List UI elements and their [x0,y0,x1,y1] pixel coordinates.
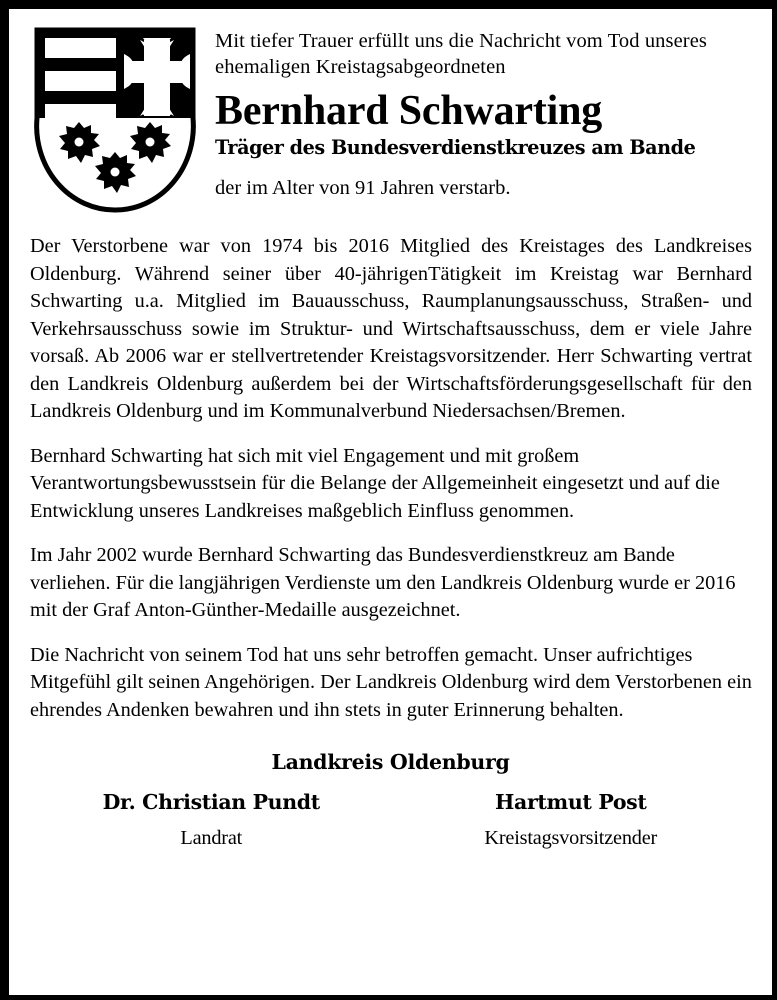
signer-landrat [30,790,391,850]
honour-subtitle: Träger des Bundesverdienstkreuzes am Bande [215,136,696,160]
body-paragraph-2: Bernhard Schwarting hat sich mit viel Engagement und mit großem Verantwortungsbewusstsein für die Belange der Allgemeinheit eingesetzt und auf die Entwicklung unseres Landkreises maßgeblich Einfluss genommen. [30,444,720,522]
organisation-name: Landkreis Oldenburg [271,750,510,774]
age-of-death-line: der im Alter von 91 Jahren verstarb. [215,177,511,200]
signer-row [30,790,751,850]
body-paragraph-4: Die Nachricht von seinem Tod hat uns sehr betroffen gemacht. Unser aufrichtiges Mitgefühl gilt seinen Angehörigen. Der Landkreis Oldenburg wird dem Verstorbenen ein ehrendes Andenken bewahren und ihn stets in guter Erinnerung behalten. [30,643,752,721]
notice-body [21,233,760,724]
coat-of-arms-icon [31,26,199,214]
deceased-name: Bernhard Schwarting [215,88,603,135]
signer-role: Landrat [180,826,243,849]
header-text-block [215,24,760,201]
signer-name: Hartmut Post [495,790,647,814]
condolence-intro: Mit tiefer Trauer erfüllt uns die Nachricht vom Tod unseres ehemaligen Kreistagsabgeordneten [215,30,707,79]
signer-name: Dr. Christian Pundt [102,790,320,814]
signature-block [21,750,760,850]
crest-container [31,24,199,214]
signer-role: Kreistagsvorsitzender [484,826,658,849]
signer-kreistagsvorsitzender [391,790,752,850]
body-paragraph-3: Im Jahr 2002 wurde Bernhard Schwarting das Bundesverdienstkreuz am Bande verliehen. Für die langjährigen Verdienste um den Landkreis Oldenburg wurde er 2016 mit der Graf Anton-Günther-Medaille ausgezeichnet. [30,544,736,621]
notice-header [21,20,760,214]
body-paragraph-1: Der Verstorbene war von 1974 bis 2016 Mitglied des Kreistages des Landkreises Oldenburg. Während seiner über 40-jährigenTätigkeit im Kreistag war Bernhard Schwarting u.a. Mitglied im Bauausschuss, Raumplanungsausschuss, Straßen- und Verkehrsausschuss sowie im Struktur- und Wirtschaftsausschuss, dem er viele Jahre vorsaß. Ab 2006 war er stellvertretender Kreistagsvorsitzender. Herr Schwarting vertrat den Landkreis Oldenburg außerdem bei der Wirtschaftsförderungsgesellschaft für den Landkreis Oldenburg und im Kommunalverbund Niedersachsen/Bremen. [30,235,752,422]
